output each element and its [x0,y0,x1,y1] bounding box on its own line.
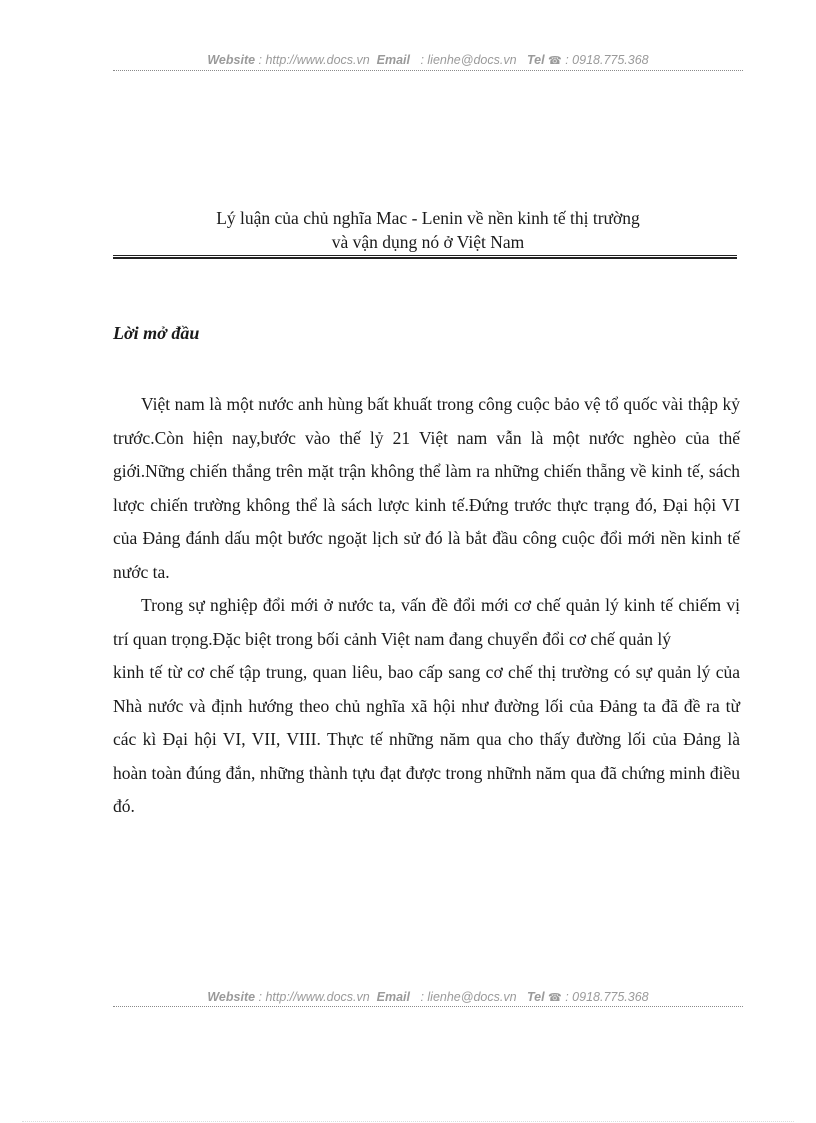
header-divider [113,70,743,71]
phone-icon: ☎ [548,55,562,67]
tel-separator: : [561,53,573,67]
page-edge-divider [22,1121,794,1122]
footer-website-url[interactable]: http://www.docs.vn [265,990,370,1004]
tel-value: 0918.775.368 [572,53,649,67]
website-label: Website [207,53,256,67]
title-line-2: và vận dụng nó ở Việt Nam [331,232,525,252]
footer-email-label: Email [376,990,411,1004]
page-footer-contact [113,989,743,1006]
email-label: Email [376,53,411,67]
footer-website-label: Website [207,990,256,1004]
website-url[interactable]: http://www.docs.vn [265,53,370,67]
footer-tel-value: 0918.775.368 [572,990,649,1004]
tel-label: Tel [526,53,545,67]
email-value[interactable]: lienhe@docs.vn [427,53,517,67]
paragraph-2: Trong sự nghiệp đổi mới ở nước ta, vấn đề đổi mới cơ chế quản lý kinh tế chiếm vị trí quan trọng.Đặc biệt trong bối cảnh Việt nam đang chuyển đổi cơ chế quản lý [113,595,740,649]
title-underline-thick [113,257,737,259]
footer-tel-label: Tel [526,990,545,1004]
footer-tel-separator: : [561,990,573,1004]
paragraph-1: Việt nam là một nước anh hùng bất khuất trong công cuộc bảo vệ tổ quốc vài thập kỷ trước.Còn hiện nay,bước vào thế lỷ 21 Việt nam vẫn là một nước nghèo của thế giới.Nững chiến thắng trên mặt trận không thể làm ra những chiến thẵng về kinh tế, sách lược chiến trường không thể là sách lược kinh tế.Đứng trước thực trạng đó, Đại hội VI của Đảng đánh dấu một bước ngoặt lịch sử đó là bắt đầu công cuộc đổi mới nền kinh tế nước ta. [113,394,740,582]
title-underline [113,255,737,256]
paragraph-3: kinh tế từ cơ chế tập trung, quan liêu, bao cấp sang cơ chế thị trường có sự quản lý của Nhà nước và định hướng theo chủ nghĩa xã hội như đường lối của Đảng ta đã đề ra từ các kì Đại hội VI, VII, VIII. Thực tế những năm qua cho thấy đường lối của Đảng là hoàn toàn đúng đắn, những thành tựu đạt được trong nhữnh năm qua đã chứng minh điều đó. [113,662,740,816]
website-separator: : [255,53,266,67]
footer-email-separator: : [416,990,428,1004]
footer-phone-icon: ☎ [548,992,562,1004]
page-header-contact [113,52,743,69]
email-separator: : [416,53,428,67]
section-heading: Lời mở đầu [113,323,200,343]
title-line-1: Lý luận của chủ nghĩa Mac - Lenin về nền kinh tế thị trường [216,208,640,228]
body-text [113,388,740,824]
footer-website-separator: : [255,990,266,1004]
document-title [113,206,743,254]
footer-email-value[interactable]: lienhe@docs.vn [427,990,517,1004]
footer-divider [113,1006,743,1007]
